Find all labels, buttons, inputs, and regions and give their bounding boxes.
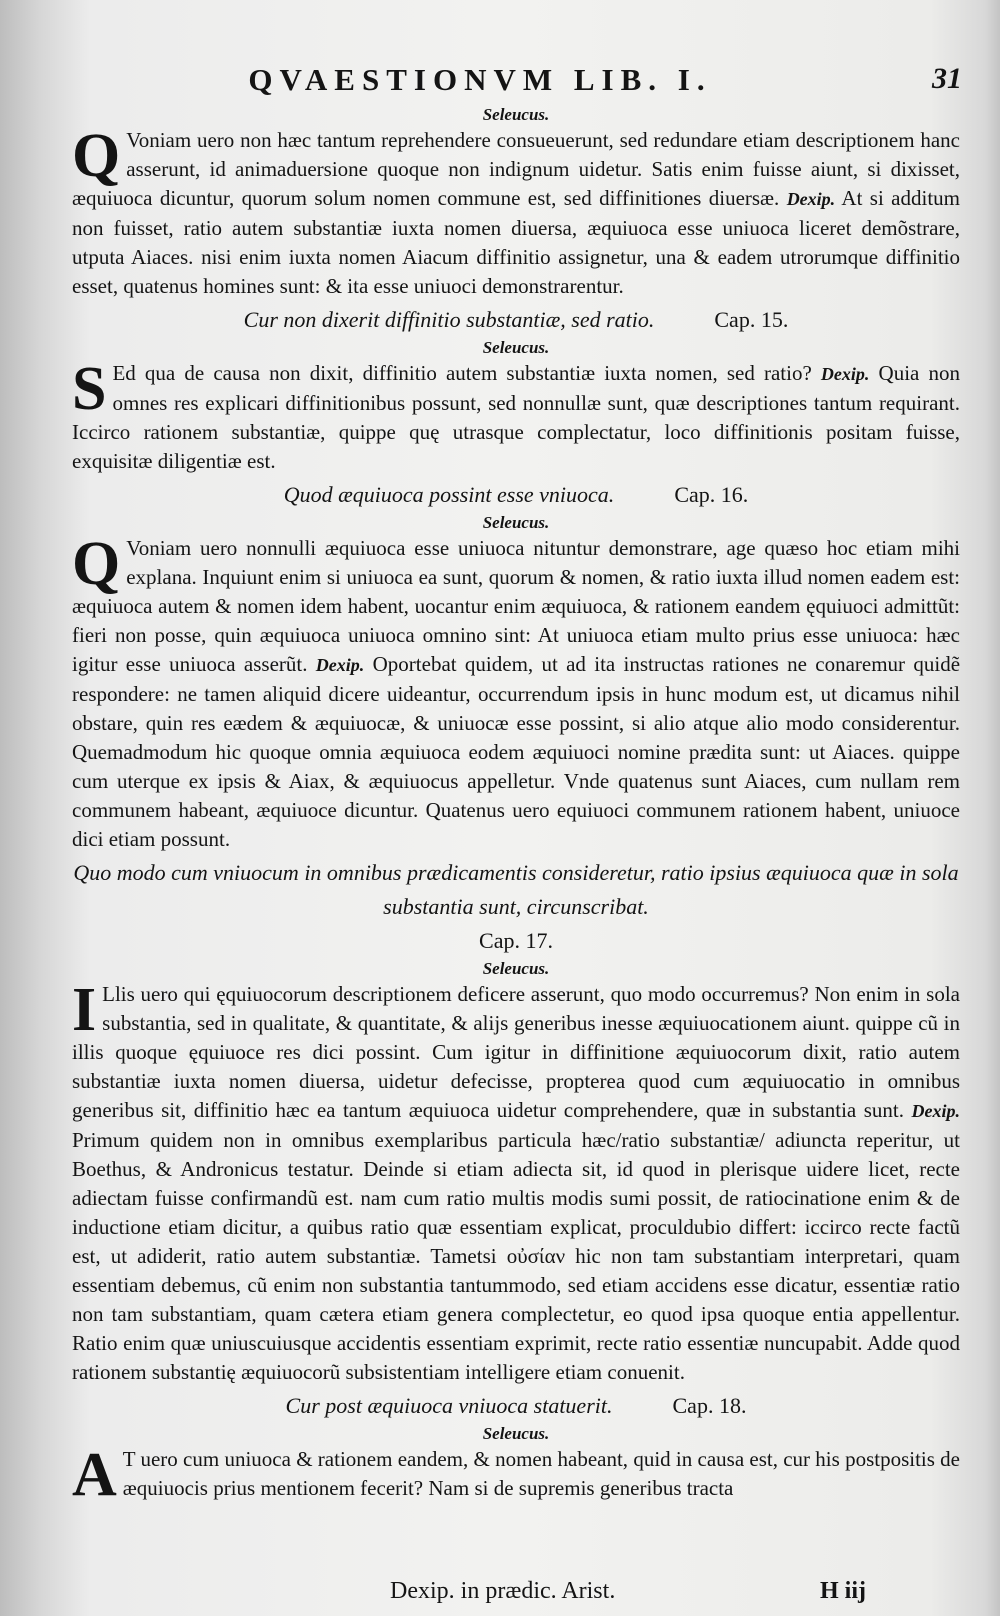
paragraph-text: SEd qua de causa non dixit, diffinitio autem substantiæ iuxta nomen, sed ratio?: [72, 355, 812, 423]
running-footer: Dexip. in prædic. Arist.: [390, 1578, 616, 1604]
paragraph: [72, 1441, 960, 1509]
paragraph: [72, 976, 960, 1387]
chapter-title: Cur non dixerit diffinitio substantiæ, sed ratio.: [243, 307, 655, 332]
interlocutor-label: Dexip.: [315, 655, 365, 675]
chapter-number: Cap. 17.: [479, 928, 553, 953]
signature-mark: H iij: [820, 1578, 866, 1604]
paragraph-continuation: Primum quidem non in omnibus exemplaribus particula hæc/ratio substantiæ/ adiuncta reperitur, ut Boethus, & Andronicus testatur. Deinde si etiam adiecta sit, id quod in plerisque uidere licet, recte adiectam fuisse confirmandũ est. nam cum ratio multis modis sumi possit, de ratiocinatione enim & de inductione etiam dicitur, a quibus ratio quæ essentiam explicat, proculdubio differt: iccirco recte factũ est, ut adiderit, ratio autem substantiæ. Tametsi οὐσίαν hic non tam substantiam interpretari, quam essentiam debemus, cũ enim non substantia tantummodo, sed etiam accidens esse dicatur, essentiæ ratio non tam substantiam, quam cætera etiam genera complectetur, eo quod ipsa quoque entia appellentur. Ratio enim quæ uniuscuiusque accidentis essentiam exprimit, recte ratio essentiæ nuncupabit. Adde quod rationem substantię æquiuocorũ subsistentiam intelligere etiam conuenit.: [72, 1128, 960, 1384]
paragraph-continuation: At si additum non fuisset, ratio autem substantiæ iuxta nomen diuersa, æquiuoca esse uniuoca liceret demõstrare, utputa Aiaces. nisi enim iuxta nomen Aiacum diffinitio assignetur, una & eadem utrorumque diffinitio esset, quatenus homines sunt: & ita esse uniuoci demonstrarentur.: [72, 186, 960, 298]
paragraph-text: AT uero cum uniuoca & rationem eandem, & nomen habeant, quid in causa est, cur his postpositis de æquiuocis prius mentionem fecerit? Nam si de supremis generibus tracta: [72, 1441, 960, 1509]
chapter-heading: [72, 303, 960, 337]
interlocutor-label: Dexip.: [786, 189, 836, 209]
speaker-label: Seleucus.: [482, 338, 550, 357]
page-footer: [0, 1578, 1000, 1608]
paragraph-text: ILlis uero qui ęquiuocorum descriptionem deficere asserunt, quo modo occurremus? Non enim in sola substantia, sed in qualitate, & quantitate, & alijs generibus inesse æquiuocationem aiunt. quippe cũ in illis quoque ęquiuoce res dici possint. Cum igitur in diffinitione æquiuocorum dixit, ratio autem substantiæ iuxta nomen diuersa, uidetur defecisse, propterea quod cum æquiuocatio in omnibus generibus sit, diffinitio hæc ea tantum æquiuoca uidetur comprehendere, quæ in substantia sunt.: [72, 976, 960, 1122]
page-header: [0, 62, 1000, 102]
paragraph-continuation: Oportebat quidem, ut ad ita instructas rationes ne conaremur quidẽ respondere: ne tamen aliquid dicere uideantur, occurrendum ipsis in hunc modum est, ut dicamus nihil obstare, quin res eædem & æquiuocæ, & uniuocæ esse possint, si alio atque alio modo considerentur. Quemadmodum hic quoque omnia æquiuoca eodem æquiuoci nomine prædita sunt: ut Aiaces. quippe cum uterque ex ipsis & Aiax, & æquiuocus appelletur. Vnde quatenus sunt Aiaces, cum nullam rem communem habeant, æquiuoce dicuntur. Quatenus uero equiuoci communem rationem habent, uniuoce dici etiam possunt.: [72, 652, 961, 851]
page-number: 31: [932, 62, 962, 95]
paragraph-text: QVoniam uero non hæc tantum reprehendere consueuerunt, sed redundare etiam descriptionem hanc asserunt, id animaduersione quoque non indignum uidetur. Satis enim fuisse aiunt, si dixisset, æquiuoca dicuntur, quorum solum nomen commune est, sed diffinitiones diuersæ.: [72, 122, 960, 210]
speaker-label: Seleucus.: [482, 513, 550, 532]
chapter-heading: [72, 1389, 960, 1423]
interlocutor-label: Dexip.: [911, 1101, 960, 1121]
paragraph: [72, 355, 960, 476]
paragraph-continuation: Quia non omnes res explicari diffinitionibus possunt, sed nonnullæ sunt, quæ descriptiones tantum requirant. Iccirco rationem substantiæ, quippe quę utrasque complectatur, loco diffinitionis positam fuisse, exquisitæ diligentiæ est.: [72, 361, 960, 473]
chapter-number: Cap. 15.: [714, 307, 789, 332]
chapter-title: Quo modo cum vniuocum in omnibus prædicamentis consideretur, ratio ipsius æquiuoca quæ in sola substantia sunt, circunscribat.: [73, 860, 959, 919]
speaker-label: Seleucus.: [482, 959, 550, 978]
text-body: [72, 104, 961, 1509]
paragraph-text: QVoniam uero nonnulli æquiuoca esse uniuoca nituntur demonstrare, age quæso hoc etiam mihi explana. Inquiunt enim si uniuoca ea sunt, quorum & nomen, & ratio iuxta illud nomen eadem est: æquiuoca autem & nomen idem habent, uocantur enim æquiuoca, & rationem eandem ęquiuoci admittũt: fieri non posse, quin æquiuoca uniuoca omnino sint: At uniuoca etiam multo prius esse uniuoca: hæc igitur esse uniuoca asserũt.: [72, 530, 960, 676]
chapter-number: Cap. 18.: [672, 1393, 747, 1418]
chapter-heading: [72, 856, 960, 958]
speaker-label: Seleucus.: [482, 1424, 550, 1443]
interlocutor-label: Dexip.: [820, 364, 870, 384]
chapter-title: Quod æquiuoca possint esse vniuoca.: [283, 482, 615, 507]
chapter-number: Cap. 16.: [674, 482, 749, 507]
speaker-label: Seleucus.: [482, 105, 550, 124]
chapter-title: Cur post æquiuoca vniuoca statuerit.: [285, 1393, 613, 1418]
chapter-number-line: [72, 924, 960, 958]
paragraph: [72, 122, 960, 301]
chapter-heading: [72, 478, 960, 512]
running-head: QVAESTIONVM LIB. I.: [248, 62, 712, 97]
paragraph: [72, 530, 961, 854]
